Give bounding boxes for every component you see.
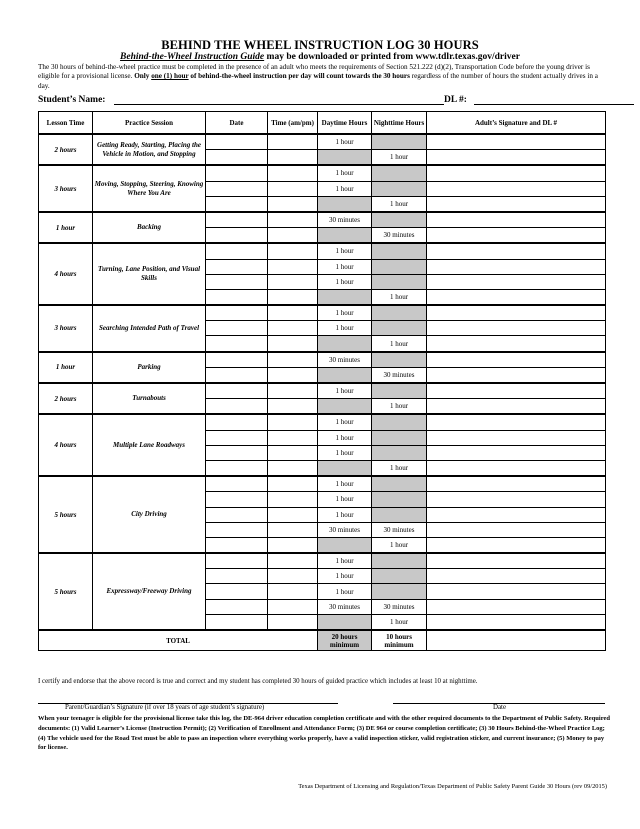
time-cell[interactable]: [268, 274, 318, 289]
time-cell[interactable]: [268, 228, 318, 244]
daytime-hours-cell: [318, 150, 372, 166]
date-cell[interactable]: [206, 507, 268, 522]
practice-session-cell: Moving, Stopping, Steering, Knowing Where You Are: [93, 165, 206, 212]
nighttime-hours-cell: 30 minutes: [372, 599, 427, 614]
log-body: [39, 134, 606, 630]
daytime-hours-cell: 30 minutes: [318, 599, 372, 614]
student-name-field[interactable]: [114, 104, 444, 105]
adult-signature-cell[interactable]: [427, 305, 606, 321]
adult-signature-cell[interactable]: [427, 243, 606, 259]
time-cell[interactable]: [268, 584, 318, 599]
daytime-hours-cell: [318, 399, 372, 415]
time-cell[interactable]: [268, 259, 318, 274]
adult-signature-cell[interactable]: [427, 336, 606, 352]
adult-signature-cell[interactable]: [427, 569, 606, 584]
nighttime-hours-cell: [372, 553, 427, 569]
date-cell[interactable]: [206, 614, 268, 630]
daytime-hours-cell: [318, 336, 372, 352]
daytime-hours-cell: 1 hour: [318, 259, 372, 274]
nighttime-hours-cell: [372, 430, 427, 445]
time-cell[interactable]: [268, 352, 318, 368]
date-label: Date: [493, 704, 507, 711]
adult-signature-cell[interactable]: [427, 507, 606, 522]
daytime-hours-cell: 1 hour: [318, 507, 372, 522]
total-row: [39, 630, 606, 651]
date-cell[interactable]: [206, 305, 268, 321]
daytime-hours-cell: 30 minutes: [318, 352, 372, 368]
adult-signature-cell[interactable]: [427, 150, 606, 166]
adult-signature-cell[interactable]: [427, 259, 606, 274]
time-cell[interactable]: [268, 414, 318, 430]
date-cell[interactable]: [206, 336, 268, 352]
time-cell[interactable]: [268, 445, 318, 460]
time-cell[interactable]: [268, 476, 318, 492]
time-cell[interactable]: [268, 289, 318, 305]
adult-signature-cell[interactable]: [427, 399, 606, 415]
nighttime-hours-cell: 30 minutes: [372, 522, 427, 537]
dl-number-label: DL #:: [444, 95, 467, 105]
daytime-hours-cell: 1 hour: [318, 445, 372, 460]
date-cell[interactable]: [206, 537, 268, 553]
adult-signature-cell[interactable]: [427, 614, 606, 630]
time-cell[interactable]: [268, 367, 318, 383]
daytime-hours-cell: 1 hour: [318, 476, 372, 492]
date-cell[interactable]: [206, 228, 268, 244]
lesson-time-cell: 1 hour: [39, 212, 93, 243]
time-cell[interactable]: [268, 553, 318, 569]
lesson-time-cell: 2 hours: [39, 134, 93, 165]
daytime-hours-cell: 1 hour: [318, 134, 372, 150]
daytime-hours-cell: [318, 614, 372, 630]
guide-name: Behind-the-Wheel Instruction Guide: [120, 52, 265, 62]
header-date: Date: [206, 112, 268, 135]
nighttime-hours-cell: [372, 181, 427, 196]
nighttime-hours-cell: [372, 352, 427, 368]
date-cell[interactable]: [206, 150, 268, 166]
adult-signature-cell[interactable]: [427, 492, 606, 507]
date-cell[interactable]: [206, 383, 268, 399]
nighttime-hours-cell: [372, 321, 427, 336]
time-cell[interactable]: [268, 430, 318, 445]
intro-bold-b: of behind-the-wheel instruction per day will count towards the 30 hours: [188, 72, 410, 81]
lesson-time-cell: 5 hours: [39, 476, 93, 553]
daytime-hours-cell: [318, 289, 372, 305]
date-cell[interactable]: [206, 289, 268, 305]
adult-signature-cell[interactable]: [427, 196, 606, 212]
page-title: BEHIND THE WHEEL INSTRUCTION LOG 30 HOURS: [161, 38, 479, 52]
adult-signature-cell[interactable]: [427, 522, 606, 537]
date-cell[interactable]: [206, 352, 268, 368]
adult-signature-cell[interactable]: [427, 584, 606, 599]
time-cell[interactable]: [268, 537, 318, 553]
parent-signature-label: Parent/Guardian’s Signature (if over 18 years of age student’s signature): [65, 704, 265, 711]
total-nighttime: 10 hours minimum: [372, 630, 427, 651]
adult-signature-cell[interactable]: [427, 321, 606, 336]
adult-signature-cell[interactable]: [427, 445, 606, 460]
nighttime-hours-cell: [372, 383, 427, 399]
time-cell[interactable]: [268, 492, 318, 507]
daytime-hours-cell: 30 minutes: [318, 522, 372, 537]
lesson-time-cell: 3 hours: [39, 165, 93, 212]
total-daytime: 20 hours minimum: [318, 630, 372, 651]
daytime-hours-cell: 1 hour: [318, 243, 372, 259]
date-cell[interactable]: [206, 259, 268, 274]
adult-signature-cell[interactable]: [427, 414, 606, 430]
daytime-hours-cell: 1 hour: [318, 321, 372, 336]
lesson-time-cell: 4 hours: [39, 414, 93, 476]
header-signature: Adult’s Signature and DL #: [427, 112, 606, 135]
nighttime-hours-cell: 1 hour: [372, 614, 427, 630]
nighttime-hours-cell: 1 hour: [372, 399, 427, 415]
practice-session-cell: Multiple Lane Roadways: [93, 414, 206, 476]
daytime-hours-cell: 1 hour: [318, 569, 372, 584]
practice-session-cell: Searching Intended Path of Travel: [93, 305, 206, 352]
date-cell[interactable]: [206, 196, 268, 212]
daytime-hours-cell: [318, 196, 372, 212]
time-cell[interactable]: [268, 321, 318, 336]
intro-paragraph: [38, 63, 604, 91]
lesson-time-cell: 4 hours: [39, 243, 93, 305]
time-cell[interactable]: [268, 336, 318, 352]
table-row: [39, 352, 606, 368]
time-cell[interactable]: [268, 165, 318, 181]
nighttime-hours-cell: [372, 507, 427, 522]
date-cell[interactable]: [206, 367, 268, 383]
intro-text-1: The 30 hours of behind-the-wheel practice must be completed in the presence of an adult who meets the requirements of Section 521.222 (d)(2), Transportation Code before the young driver is eligible for a provisional license.: [38, 63, 590, 81]
practice-session-cell: Parking: [93, 352, 206, 383]
adult-signature-cell[interactable]: [427, 383, 606, 399]
table-row: [39, 476, 606, 492]
nighttime-hours-cell: [372, 569, 427, 584]
nighttime-hours-cell: 1 hour: [372, 289, 427, 305]
lesson-time-cell: 3 hours: [39, 305, 93, 352]
time-cell[interactable]: [268, 383, 318, 399]
daytime-hours-cell: 1 hour: [318, 165, 372, 181]
adult-signature-cell[interactable]: [427, 352, 606, 368]
daytime-hours-cell: 1 hour: [318, 492, 372, 507]
dps-notice: When your teenager is eligible for the provisional license take this log, the DE-964 driver education completion certificate and with the other required documents to the Department of Public Safety. Required documents: (1) Valid Learner’s License (Instruction Permit); (2) Verification of Enrollment and Attendance Form; (3) DE 964 or course completion certificate; (3) 30 Hours Behind-the-Wheel Practice Log; (4) The vehicle used for the Road Test must be able to pass an inspection where everything works properly, have a valid inspection sticker, valid registration sticker, and current insurance; (5) Money to pay for license.: [38, 715, 610, 752]
guide-source: may be downloaded or printed from www.tdlr.texas.gov/driver: [264, 52, 520, 62]
lesson-time-cell: 1 hour: [39, 352, 93, 383]
time-cell[interactable]: [268, 212, 318, 228]
time-cell[interactable]: [268, 196, 318, 212]
adult-signature-cell[interactable]: [427, 553, 606, 569]
daytime-hours-cell: 1 hour: [318, 274, 372, 289]
adult-signature-cell[interactable]: [427, 212, 606, 228]
intro-text-2: regardless of the number of hours the student actually drives in a day.: [38, 72, 598, 90]
adult-signature-cell[interactable]: [427, 228, 606, 244]
date-cell[interactable]: [206, 569, 268, 584]
adult-signature-cell[interactable]: [427, 181, 606, 196]
table-row: [39, 212, 606, 228]
nighttime-hours-cell: [372, 165, 427, 181]
daytime-hours-cell: 1 hour: [318, 383, 372, 399]
table-row: [39, 414, 606, 430]
lesson-time-cell: 2 hours: [39, 383, 93, 414]
adult-signature-cell[interactable]: [427, 430, 606, 445]
nighttime-hours-cell: [372, 445, 427, 460]
daytime-hours-cell: 1 hour: [318, 430, 372, 445]
date-cell[interactable]: [206, 165, 268, 181]
practice-session-cell: Expressway/Freeway Driving: [93, 553, 206, 630]
table-row: [39, 243, 606, 259]
intro-bold-a: Only: [134, 72, 152, 81]
nighttime-hours-cell: 1 hour: [372, 537, 427, 553]
practice-session-cell: Turning, Lane Position, and Visual Skills: [93, 243, 206, 305]
student-name-label: Student’s Name:: [38, 95, 106, 105]
date-cell[interactable]: [206, 430, 268, 445]
nighttime-hours-cell: 1 hour: [372, 336, 427, 352]
time-cell[interactable]: [268, 399, 318, 415]
nighttime-hours-cell: 1 hour: [372, 150, 427, 166]
practice-session-cell: Turnabouts: [93, 383, 206, 414]
instruction-log-table: [38, 111, 606, 651]
nighttime-hours-cell: [372, 134, 427, 150]
adult-signature-cell[interactable]: [427, 274, 606, 289]
practice-session-cell: City Driving: [93, 476, 206, 553]
nighttime-hours-cell: [372, 243, 427, 259]
nighttime-hours-cell: [372, 476, 427, 492]
adult-signature-cell[interactable]: [427, 367, 606, 383]
table-row: [39, 165, 606, 181]
header-lesson-time: Lesson Time: [39, 112, 93, 135]
adult-signature-cell[interactable]: [427, 537, 606, 553]
time-cell[interactable]: [268, 460, 318, 476]
table-row: [39, 305, 606, 321]
certification-statement: I certify and endorse that the above record is true and correct and my student has completed 30 hours of guided practice which includes at least 10 at nighttime.: [38, 678, 478, 685]
nighttime-hours-cell: [372, 584, 427, 599]
practice-session-cell: Getting Ready, Starting, Placing the Vehicle in Motion, and Stopping: [93, 134, 206, 165]
time-cell[interactable]: [268, 243, 318, 259]
date-cell[interactable]: [206, 553, 268, 569]
date-cell[interactable]: [206, 274, 268, 289]
date-cell[interactable]: [206, 476, 268, 492]
table-row: [39, 134, 606, 150]
time-cell[interactable]: [268, 569, 318, 584]
daytime-hours-cell: [318, 367, 372, 383]
nighttime-hours-cell: [372, 274, 427, 289]
date-cell[interactable]: [206, 181, 268, 196]
daytime-hours-cell: 1 hour: [318, 553, 372, 569]
header-practice-session: Practice Session: [93, 112, 206, 135]
date-cell[interactable]: [206, 492, 268, 507]
date-cell[interactable]: [206, 584, 268, 599]
total-signature-cell: [427, 630, 606, 651]
date-cell[interactable]: [206, 134, 268, 150]
time-cell[interactable]: [268, 305, 318, 321]
nighttime-hours-cell: [372, 259, 427, 274]
daytime-hours-cell: [318, 460, 372, 476]
nighttime-hours-cell: [372, 492, 427, 507]
header-daytime-hours: Daytime Hours: [318, 112, 372, 135]
header-time: Time (am/pm): [268, 112, 318, 135]
daytime-hours-cell: [318, 537, 372, 553]
nighttime-hours-cell: [372, 414, 427, 430]
table-row: [39, 383, 606, 399]
daytime-hours-cell: 1 hour: [318, 305, 372, 321]
intro-bold-underline: one (1) hour: [151, 72, 189, 81]
date-cell[interactable]: [206, 414, 268, 430]
adult-signature-cell[interactable]: [427, 460, 606, 476]
date-cell[interactable]: [206, 522, 268, 537]
nighttime-hours-cell: [372, 212, 427, 228]
agency-footer: Texas Department of Licensing and Regulation/Texas Department of Public Safety Parent Guide 30 Hours (rev 09/2015): [298, 783, 607, 790]
adult-signature-cell[interactable]: [427, 289, 606, 305]
adult-signature-cell[interactable]: [427, 134, 606, 150]
time-cell[interactable]: [268, 134, 318, 150]
daytime-hours-cell: 1 hour: [318, 414, 372, 430]
time-cell[interactable]: [268, 599, 318, 614]
nighttime-hours-cell: 30 minutes: [372, 228, 427, 244]
time-cell[interactable]: [268, 150, 318, 166]
time-cell[interactable]: [268, 522, 318, 537]
nighttime-hours-cell: 1 hour: [372, 460, 427, 476]
nighttime-hours-cell: 30 minutes: [372, 367, 427, 383]
date-cell[interactable]: [206, 243, 268, 259]
date-cell[interactable]: [206, 460, 268, 476]
date-cell[interactable]: [206, 445, 268, 460]
adult-signature-cell[interactable]: [427, 599, 606, 614]
dl-number-field[interactable]: [474, 104, 634, 105]
header-nighttime-hours: Nighttime Hours: [372, 112, 427, 135]
nighttime-hours-cell: [372, 305, 427, 321]
daytime-hours-cell: 1 hour: [318, 584, 372, 599]
time-cell[interactable]: [268, 181, 318, 196]
table-row: [39, 553, 606, 569]
nighttime-hours-cell: 1 hour: [372, 196, 427, 212]
date-cell[interactable]: [206, 399, 268, 415]
adult-signature-cell[interactable]: [427, 476, 606, 492]
daytime-hours-cell: 1 hour: [318, 181, 372, 196]
lesson-time-cell: 5 hours: [39, 553, 93, 630]
date-cell[interactable]: [206, 212, 268, 228]
total-label: TOTAL: [39, 630, 318, 651]
practice-session-cell: Backing: [93, 212, 206, 243]
daytime-hours-cell: 30 minutes: [318, 212, 372, 228]
daytime-hours-cell: [318, 228, 372, 244]
adult-signature-cell[interactable]: [427, 165, 606, 181]
date-cell[interactable]: [206, 321, 268, 336]
student-info-row: [38, 95, 604, 107]
table-header-row: [39, 112, 606, 135]
guide-note: [0, 52, 640, 62]
time-cell[interactable]: [268, 614, 318, 630]
date-cell[interactable]: [206, 599, 268, 614]
time-cell[interactable]: [268, 507, 318, 522]
